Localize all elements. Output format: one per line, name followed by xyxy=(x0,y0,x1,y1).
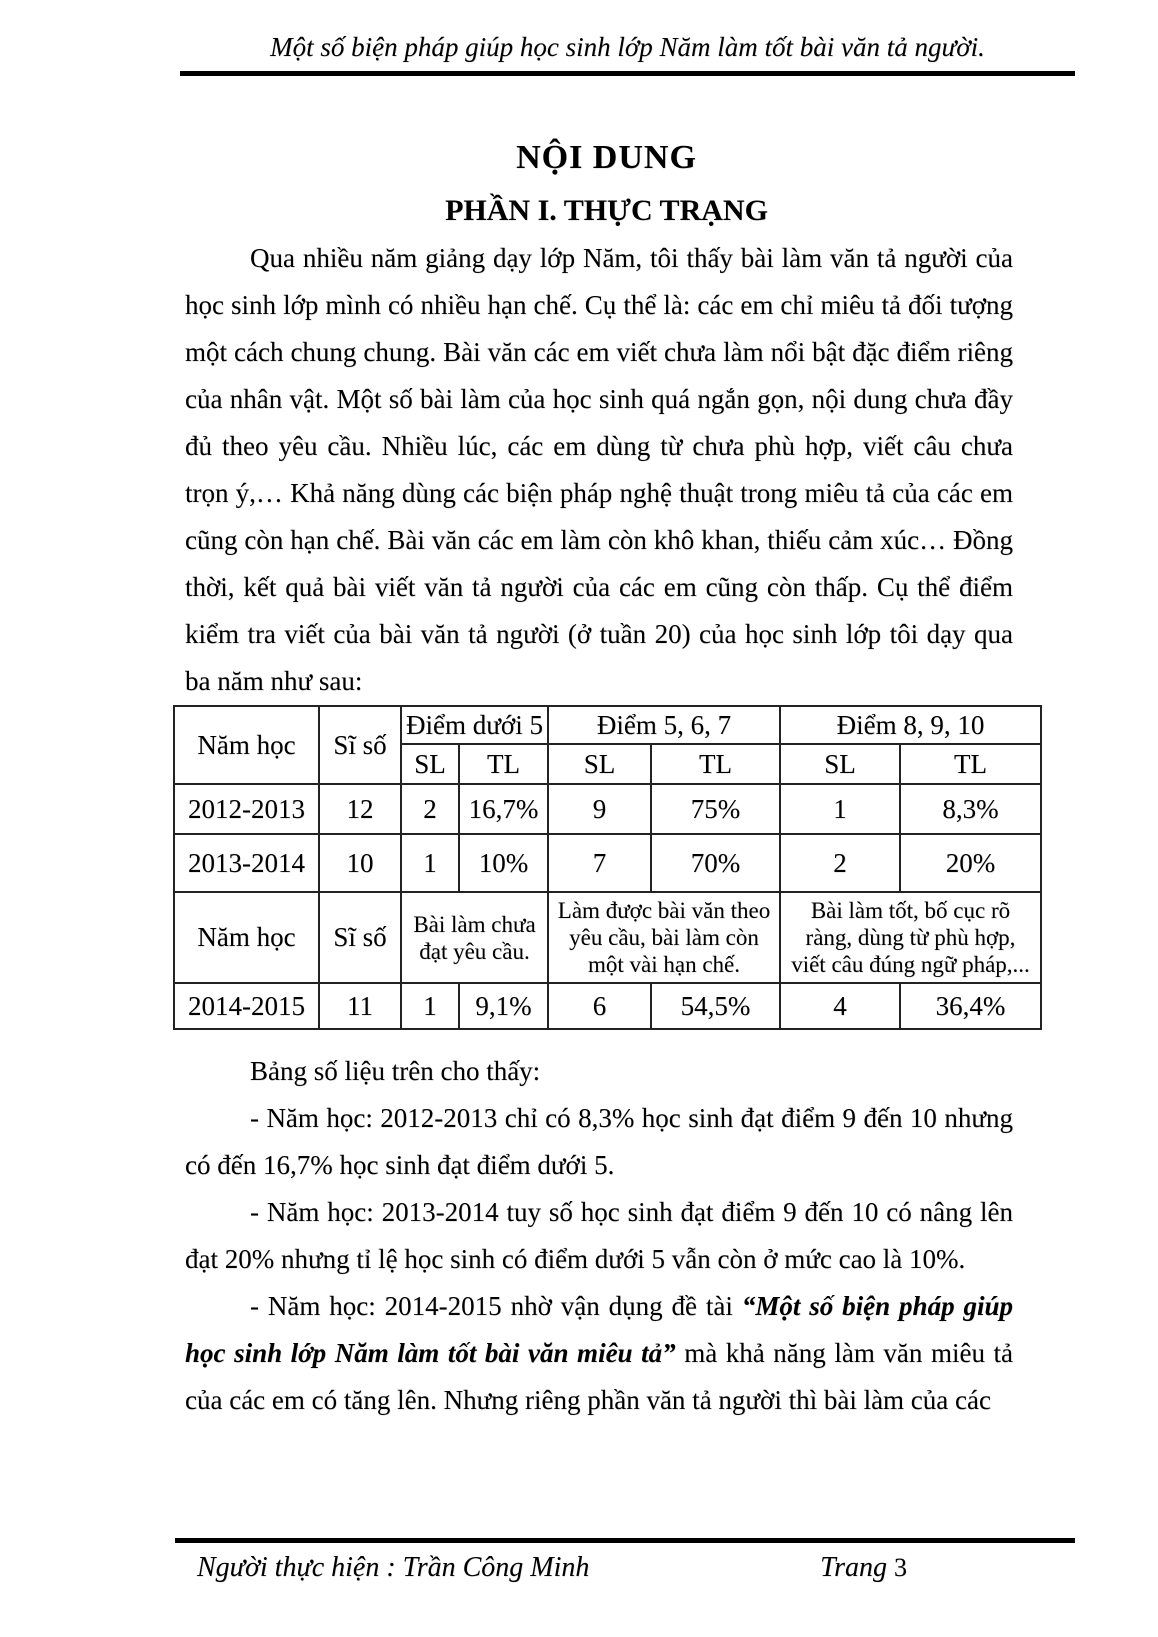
header-cell-tl: TL xyxy=(900,744,1041,784)
cell-tl: 20% xyxy=(900,834,1041,892)
cell-descriptor-3: Bài làm tốt, bố cục rõ ràng, dùng từ phù hợp, viết câu đúng ngữ pháp,... xyxy=(780,892,1041,983)
page-content xyxy=(173,0,1040,1424)
paragraph-bullet-2012: - Năm học: 2012-2013 chỉ có 8,3% học sinh đạt điểm 9 đến 10 nhưng có đến 16,7% học sinh đạt điểm dưới 5. xyxy=(185,1103,1013,1180)
cell-tl: 10% xyxy=(459,834,548,892)
bullet-2014-topic-title: “Một số biện pháp giúp học sinh lớp Năm làm tốt bài văn miêu tả” xyxy=(185,1291,1013,1368)
cell-sl: 2 xyxy=(780,834,900,892)
cell-size: 10 xyxy=(319,834,401,892)
cell-size: 11 xyxy=(319,983,401,1029)
table-descriptor-row xyxy=(174,892,1041,983)
table-row xyxy=(174,983,1041,1029)
header-cell-group1: Điểm dưới 5 xyxy=(401,706,548,744)
cell-sl: 6 xyxy=(548,983,651,1029)
footer-page-ref xyxy=(820,1552,1075,1584)
header-cell-tl: TL xyxy=(459,744,548,784)
section-heading: PHẦN I. THỰC TRẠNG xyxy=(445,194,768,227)
cell-sl: 1 xyxy=(401,983,459,1029)
cell-year-label: Năm học xyxy=(174,892,319,983)
cell-year: 2012-2013 xyxy=(174,784,319,834)
page-footer xyxy=(175,1538,1075,1584)
table-row xyxy=(174,784,1041,834)
cell-tl: 9,1% xyxy=(459,983,548,1029)
cell-tl: 36,4% xyxy=(900,983,1041,1029)
cell-sl: 2 xyxy=(401,784,459,834)
table-row xyxy=(174,834,1041,892)
paragraph-bullet-2014 xyxy=(185,1283,1013,1424)
cell-tl: 16,7% xyxy=(459,784,548,834)
header-cell-sl: SL xyxy=(780,744,900,784)
header-cell-sl: SL xyxy=(401,744,459,784)
cell-descriptor-2: Làm được bài văn theo yêu cầu, bài làm còn một vài hạn chế. xyxy=(548,892,780,983)
bullet-2014-post: mà khả năng làm văn miêu tả của các em có tăng lên. Nhưng riêng phần văn tả người thì bài làm của các xyxy=(185,1338,1013,1415)
page-title: NỘI DUNG xyxy=(516,139,697,176)
paragraph-intro: Qua nhiều năm giảng dạy lớp Năm, tôi thấy bài làm văn tả người của học sinh lớp mình có nhiều hạn chế. Cụ thể là: các em chỉ miêu tả đối tượng một cách chung chung. Bài văn các em viết chưa làm nổi bật đặc điểm riêng của nhân vật. Một số bài làm của học sinh quá ngắn gọn, nội dung chưa đầy đủ theo yêu cầu. Nhiều lúc, các em dùng từ chưa phù hợp, viết câu chưa trọn ý,… Khả năng dùng các biện pháp nghệ thuật trong miêu tả của các em cũng còn hạn chế. Bài văn các em làm còn khô khan, thiếu cảm xúc… Đồng thời, kết quả bài viết văn tả người của các em cũng còn thấp. Cụ thể điểm kiểm tra viết của bài văn tả người (ở tuần 20) của học sinh lớp tôi dạy qua ba năm như sau: xyxy=(185,243,1013,696)
cell-tl: 54,5% xyxy=(651,983,780,1029)
cell-sl: 9 xyxy=(548,784,651,834)
header-cell-group2: Điểm 5, 6, 7 xyxy=(548,706,780,744)
paragraph-table-summary: Bảng số liệu trên cho thấy: xyxy=(250,1056,541,1086)
cell-sl: 1 xyxy=(401,834,459,892)
cell-tl: 8,3% xyxy=(900,784,1041,834)
cell-year: 2013-2014 xyxy=(174,834,319,892)
cell-size: 12 xyxy=(319,784,401,834)
cell-sl: 7 xyxy=(548,834,651,892)
cell-descriptor-1: Bài làm chưa đạt yêu cầu. xyxy=(401,892,548,983)
footer-author: Người thực hiện : Trần Công Minh xyxy=(197,1552,590,1583)
cell-year: 2014-2015 xyxy=(174,983,319,1029)
cell-size-label: Sĩ số xyxy=(319,892,401,983)
cell-tl: 70% xyxy=(651,834,780,892)
footer-page-label: Trang xyxy=(820,1552,887,1583)
header-cell-size: Sĩ số xyxy=(319,706,401,784)
results-table xyxy=(173,705,1042,1030)
table-header-row-groups xyxy=(174,706,1041,744)
header-cell-sl: SL xyxy=(548,744,651,784)
header-cell-group3: Điểm 8, 9, 10 xyxy=(780,706,1041,744)
cell-sl: 1 xyxy=(780,784,900,834)
paragraph-bullet-2013: - Năm học: 2013-2014 tuy số học sinh đạt điểm 9 đến 10 có nâng lên đạt 20% nhưng tỉ lệ học sinh có điểm dưới 5 vẫn còn ở mức cao là 10%. xyxy=(185,1197,1013,1274)
header-cell-tl: TL xyxy=(651,744,780,784)
running-header-title: Một số biện pháp giúp học sinh lớp Năm làm tốt bài văn tả người. xyxy=(270,32,985,62)
bullet-2014-pre: - Năm học: 2014-2015 nhờ vận dụng đề tài xyxy=(250,1291,742,1321)
cell-sl: 4 xyxy=(780,983,900,1029)
cell-tl: 75% xyxy=(651,784,780,834)
header-cell-year: Năm học xyxy=(174,706,319,784)
footer-page-number: 3 xyxy=(894,1553,907,1582)
